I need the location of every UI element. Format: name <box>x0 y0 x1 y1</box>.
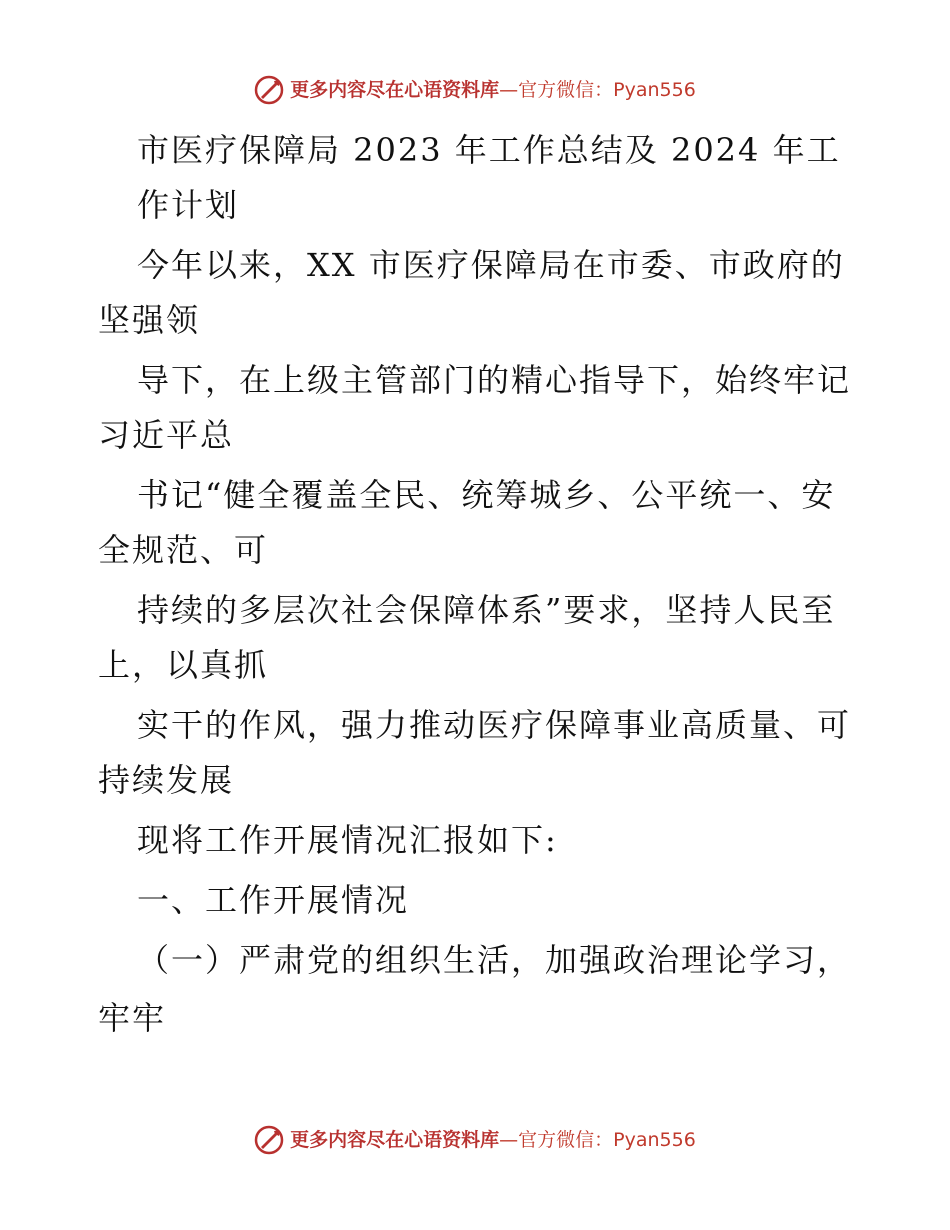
watermark-text <box>290 1120 696 1160</box>
doc-line: 现将工作开展情况汇报如下: <box>137 821 558 859</box>
watermark-tail: —官方微信：Pyan556 <box>499 1129 696 1151</box>
watermark-text <box>290 70 696 110</box>
doc-line: 书记“健全覆盖全民、统筹城乡、公平统一、安 <box>137 476 836 514</box>
watermark-banner-top <box>0 70 950 110</box>
doc-line: 上，以真抓 <box>98 646 269 684</box>
watermark-lead: 更多内容尽在心语资料库 <box>290 79 500 101</box>
doc-line: 全规范、可 <box>98 531 269 569</box>
doc-line: 习近平总 <box>98 416 235 454</box>
watermark-tail: —官方微信：Pyan556 <box>499 79 696 101</box>
watermark-lead: 更多内容尽在心语资料库 <box>290 1129 500 1151</box>
doc-line: 坚强领 <box>98 301 201 339</box>
doc-line: 今年以来，XX 市医疗保障局在市委、市政府的 <box>137 246 845 284</box>
section-heading: 一、工作开展情况 <box>137 881 410 919</box>
doc-title-line-2: 作计划 <box>137 186 240 224</box>
quill-logo-icon <box>254 75 284 105</box>
doc-line: 实干的作风，强力推动医疗保障事业高质量、可 <box>137 706 852 744</box>
watermark-banner-bottom <box>0 1120 950 1160</box>
doc-line: 持续的多层次社会保障体系”要求，坚持人民至 <box>137 591 836 629</box>
quill-logo-icon <box>254 1125 284 1155</box>
doc-line: 牢牢 <box>98 999 167 1037</box>
subsection-heading: （一）严肃党的组织生活，加强政治理论学习， <box>137 941 852 979</box>
doc-line: 导下，在上级主管部门的精心指导下，始终牢记 <box>137 361 852 399</box>
doc-title-line-1: 市医疗保障局 2023 年工作总结及 2024 年工 <box>137 131 841 169</box>
doc-line: 持续发展 <box>98 761 235 799</box>
